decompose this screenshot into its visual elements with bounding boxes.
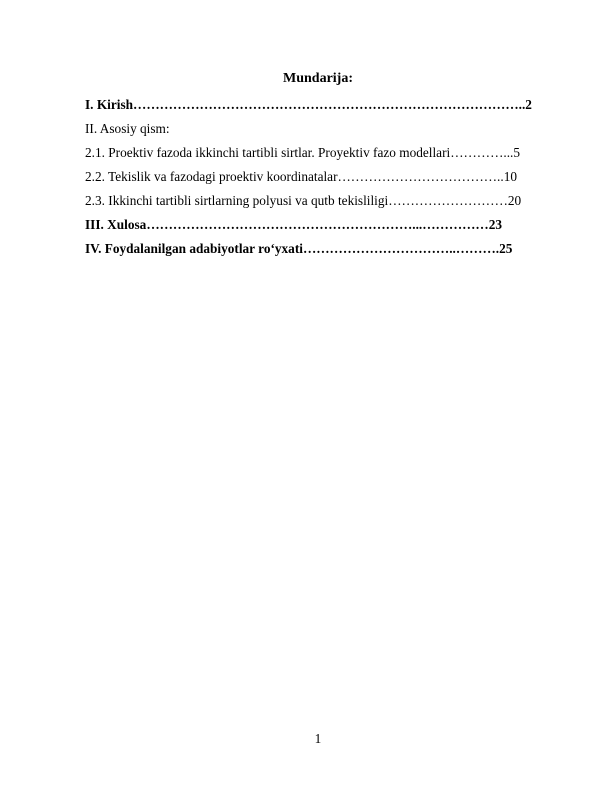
toc-entry-section-2-1: 2.1. Proektiv fazoda ikkinchi tartibli sirtlar. Proyektiv fazo modellari…………...5 xyxy=(85,145,521,160)
toc-entry-section-2-3: 2.3. Ikkinchi tartibli sirtlarning polyusi va qutb tekisliligi………………………20 xyxy=(85,193,522,208)
toc-entry-references: IV. Foydalanilgan adabiyotlar ro‘yxati……………………………..……….25 xyxy=(85,241,513,256)
toc-entry-introduction: I. Kirish……………………………………………………………………………..2 xyxy=(85,97,532,112)
page-number: 1 xyxy=(314,731,322,746)
toc-title: Mundarija: xyxy=(283,71,353,86)
toc-entry-conclusion: III. Xulosa……………………………………………………...……………23 xyxy=(85,217,503,232)
toc-entry-main-part: II. Asosiy qism: xyxy=(85,121,170,136)
toc-entry-section-2-2: 2.2. Tekislik va fazodagi proektiv koordinatalar………………………………..10 xyxy=(85,169,518,184)
